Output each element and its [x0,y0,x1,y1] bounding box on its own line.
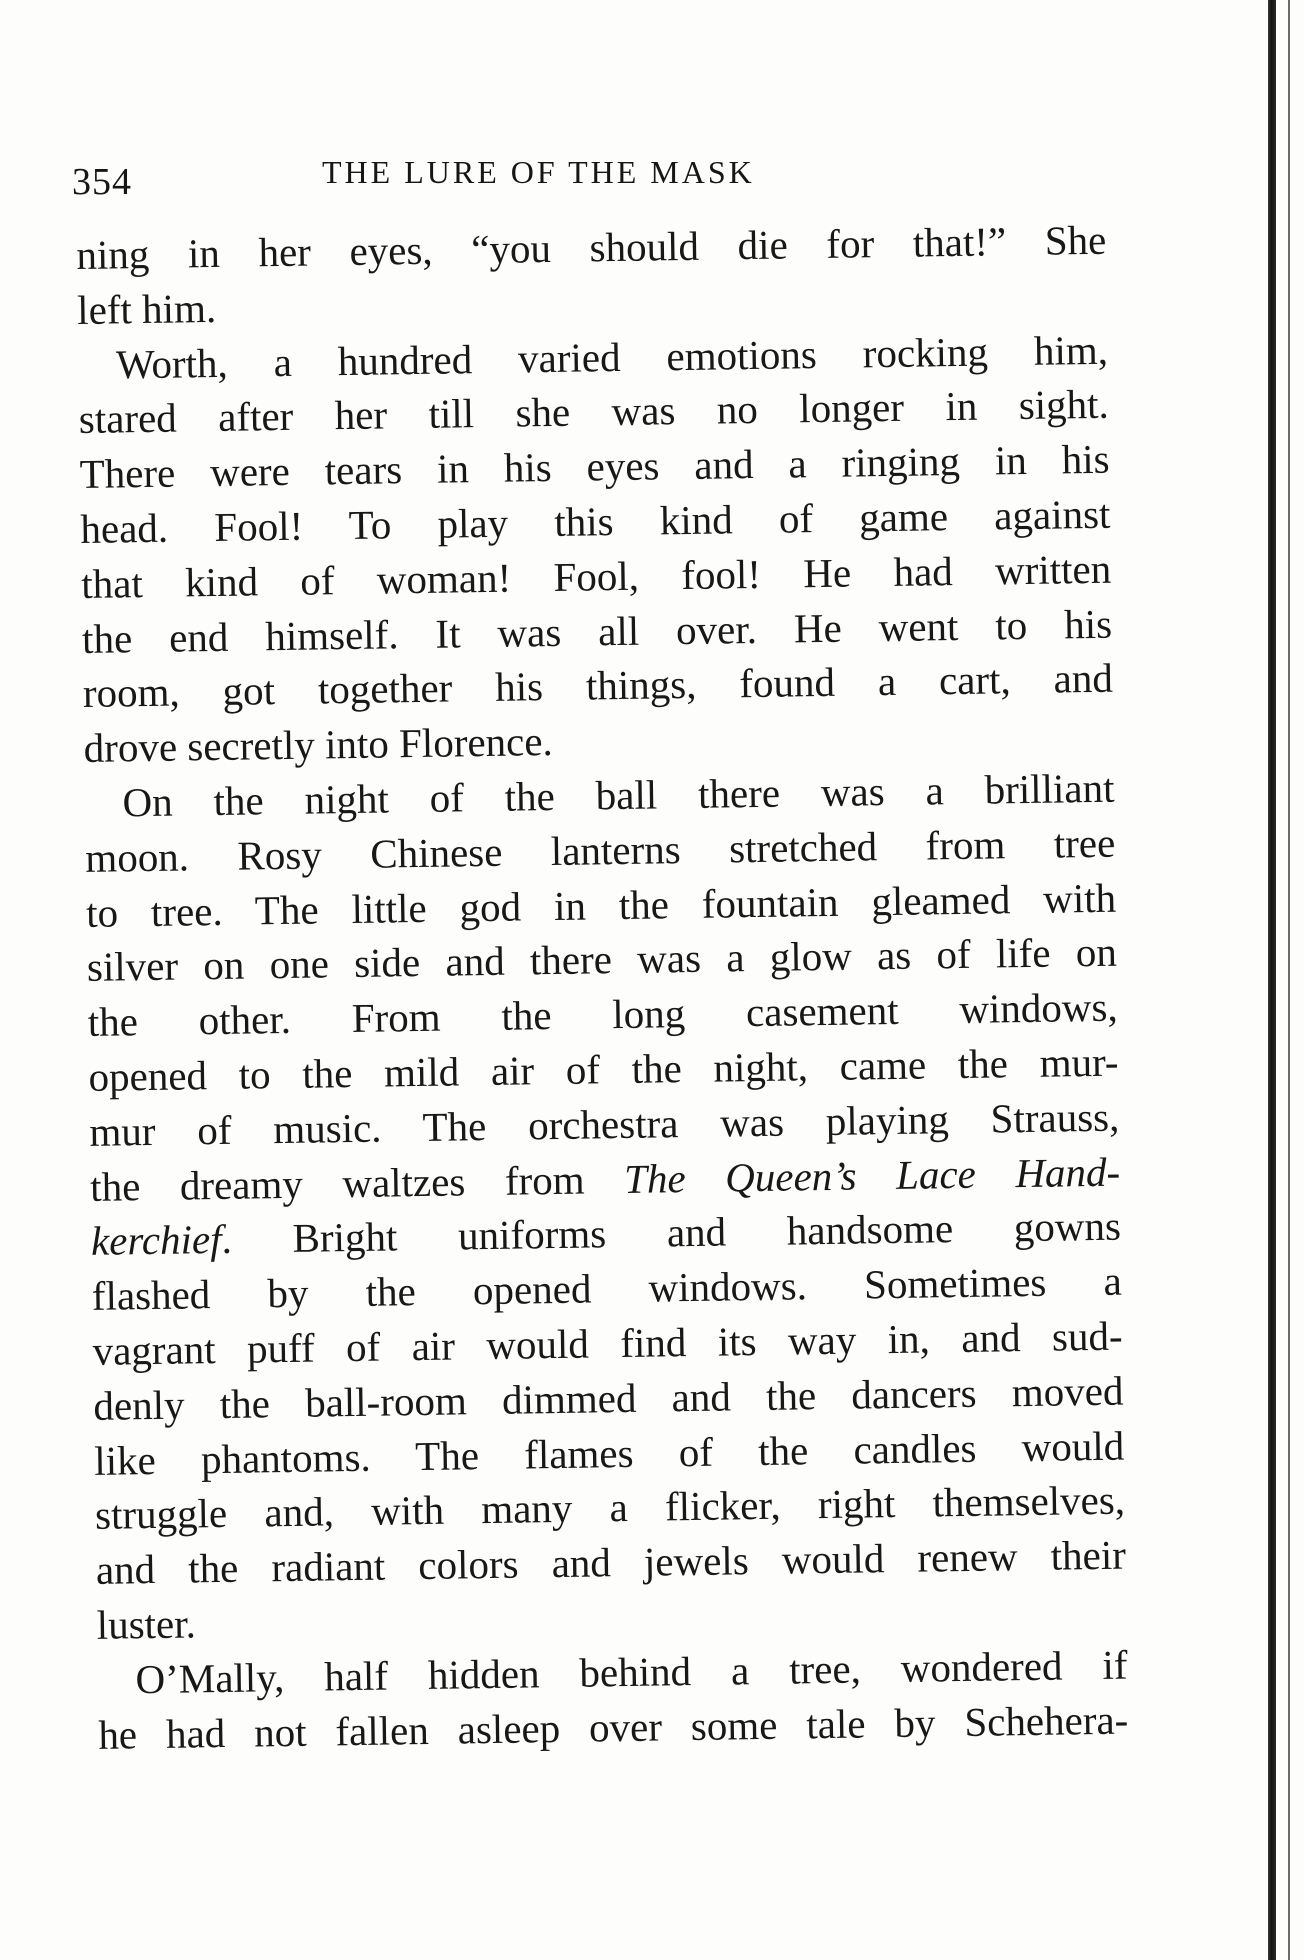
text-run: that kind of woman! Fool, fool! He had written [80,545,1112,607]
text-run: struggle and, with many a flicker, right themselves, [94,1476,1126,1539]
paragraph [97,1637,1129,1762]
paragraph [78,322,1114,776]
text-run: like phantoms. The flames of the candles would [93,1422,1125,1484]
text-run: . Bright uniforms and handsome gowns [221,1202,1122,1263]
text-run: mur of music. The orchestra was playing Strauss, [89,1093,1120,1155]
text-run: vagrant puff of air would find its way in, and sud- [92,1312,1123,1374]
text-run: he had not fallen asleep over some tale by Schehera- [98,1696,1129,1758]
text-run: the dreamy waltzes from [89,1155,625,1210]
text-run: stared after her till she was no longer in sight. [78,381,1110,443]
paragraph [76,213,1108,338]
text-run: the end himself. It was all over. He went to his [81,600,1113,662]
text-run: to tree. The little god in the fountain gleamed with [85,874,1117,936]
italic-text: The Queen’s Lace Hand- [623,1148,1121,1202]
text-run: left him. [76,284,217,333]
page-binding-edge [1268,0,1276,1960]
text-run: On the night of the ball there was a brilliant [122,764,1115,826]
text-run: and the radiant colors and jewels would renew their [95,1531,1127,1593]
text-run: opened to the mild air of the night, came the mur- [88,1038,1119,1100]
italic-text: kerchief [90,1216,222,1265]
page-number: 354 [72,161,132,203]
text-run: flashed by the opened windows. Sometimes a [91,1257,1123,1320]
text-run: Worth, a hundred varied emotions rocking him, [115,326,1109,388]
text-run: denly the ball-room dimmed and the dancers moved [93,1367,1124,1429]
running-head [72,142,1152,202]
text-run: luster. [96,1600,197,1648]
text-run: head. Fool! To play this kind of game against [80,490,1111,552]
body-text [76,213,1129,1762]
text-run: moon. Rosy Chinese lanterns stretched from tree [85,819,1116,881]
text-run: drove secretly into Florence. [83,718,554,772]
text-run: ning in her eyes, “you should die for that!” She [76,216,1107,278]
page-edge-line [1288,0,1290,1960]
text-run: the other. From the long casement windows, [87,983,1119,1046]
text-run: There were tears in his eyes and a ringing in his [79,435,1110,498]
book-title: THE LURE OF THE MASK [322,154,755,190]
text-run: O’Mally, half hidden behind a tree, wondered if [135,1641,1128,1702]
text-run: room, got together his things, found a cart, and [82,655,1114,717]
text-run: silver on one side and there was a glow as of life on [86,929,1118,991]
paragraph [84,761,1127,1653]
